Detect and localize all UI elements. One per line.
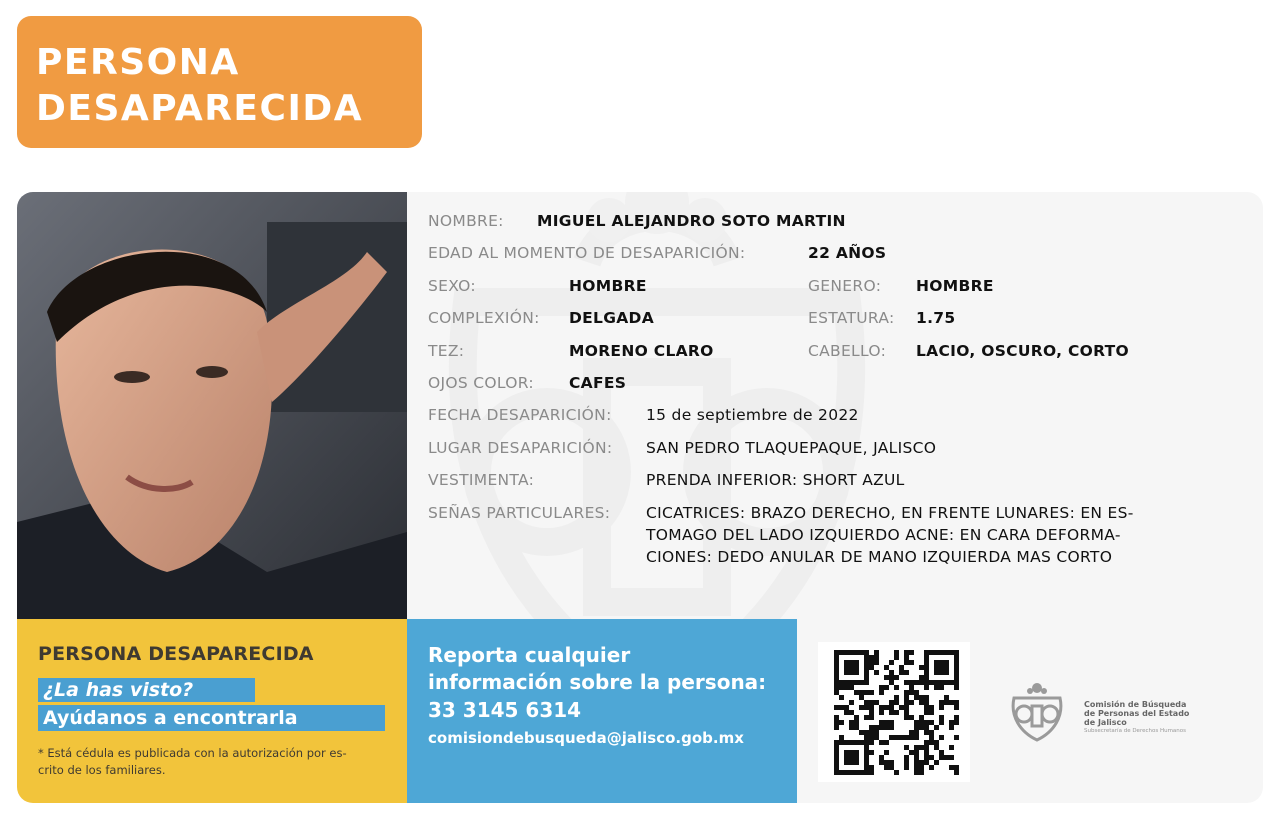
commission-logo <box>1002 676 1212 746</box>
logo-line3: de Jalisco <box>1084 718 1127 727</box>
senas-line: CICATRICES: BRAZO DERECHO, EN FRENTE LUNARES: EN ES- <box>646 504 1134 522</box>
contact-email[interactable]: comisiondebusqueda@jalisco.gob.mx <box>428 729 744 747</box>
person-info <box>428 192 1248 612</box>
missing-person-card <box>17 192 1263 803</box>
edad-label: EDAD AL MOMENTO DE DESAPARICIÓN: <box>428 244 746 262</box>
fecha-value: 15 de septiembre de 2022 <box>646 406 859 424</box>
person-photo <box>17 192 407 619</box>
sexo-value: HOMBRE <box>569 277 647 295</box>
footer-title: PERSONA DESAPARECIDA <box>38 643 314 665</box>
sexo-label: SEXO: <box>428 277 476 295</box>
header-title-line1: PERSONA <box>36 42 240 83</box>
fecha-label: FECHA DESAPARICIÓN: <box>428 406 612 424</box>
ojos-label: OJOS COLOR: <box>428 374 534 392</box>
contact-phone[interactable]: 33 3145 6314 <box>428 698 582 722</box>
senas-label: SEÑAS PARTICULARES: <box>428 504 611 522</box>
vestimenta-label: VESTIMENTA: <box>428 471 535 489</box>
header-banner <box>17 16 422 148</box>
cabello-value: LACIO, OSCURO, CORTO <box>916 342 1130 360</box>
nombre-value: MIGUEL ALEJANDRO SOTO MARTIN <box>537 212 846 230</box>
authorization-note <box>38 745 388 779</box>
tez-value: MORENO CLARO <box>569 342 714 360</box>
senas-line: TOMAGO DEL LADO IZQUIERDO ACNE: EN CARA DEFORMA- <box>646 526 1121 544</box>
genero-label: GENERO: <box>808 277 882 295</box>
lugar-label: LUGAR DESAPARICIÓN: <box>428 439 613 457</box>
senas-value <box>646 502 1134 568</box>
tez-label: TEZ: <box>428 342 465 360</box>
help-highlight <box>38 705 385 731</box>
edad-value: 22 AÑOS <box>808 244 887 262</box>
note-line: * Está cédula es publicada con la autorización por es- <box>38 746 347 760</box>
genero-value: HOMBRE <box>916 277 994 295</box>
ojos-value: CAFES <box>569 374 627 392</box>
jalisco-seal-icon <box>1002 676 1072 746</box>
estatura-value: 1.75 <box>916 309 956 327</box>
help-text: Ayúdanos a encontrarla <box>43 707 298 729</box>
header-title-line2: DESAPARECIDA <box>36 88 364 129</box>
question-text: ¿La has visto? <box>43 679 194 701</box>
logo-line1: Comisión de Búsqueda <box>1084 700 1187 709</box>
logo-line4: Subsecretaría de Derechos Humanos <box>1084 728 1187 734</box>
footer-contact-panel <box>407 619 797 803</box>
note-line: crito de los familiares. <box>38 763 166 777</box>
contact-line2: información sobre la persona: <box>428 670 767 694</box>
contact-line1: Reporta cualquier <box>428 643 631 667</box>
logo-line2: de Personas del Estado <box>1084 709 1190 718</box>
lugar-value: SAN PEDRO TLAQUEPAQUE, JALISCO <box>646 439 937 457</box>
senas-line: CIONES: DEDO ANULAR DE MANO IZQUIERDA MAS CORTO <box>646 548 1113 566</box>
vestimenta-value: PRENDA INFERIOR: SHORT AZUL <box>646 471 905 489</box>
cabello-label: CABELLO: <box>808 342 887 360</box>
nombre-label: NOMBRE: <box>428 212 504 230</box>
question-highlight <box>38 678 255 702</box>
estatura-label: ESTATURA: <box>808 309 895 327</box>
complexion-label: COMPLEXIÓN: <box>428 309 540 327</box>
footer-left-panel <box>17 619 407 803</box>
qr-code-icon <box>818 642 970 782</box>
qr-code[interactable] <box>818 642 970 782</box>
complexion-value: DELGADA <box>569 309 655 327</box>
